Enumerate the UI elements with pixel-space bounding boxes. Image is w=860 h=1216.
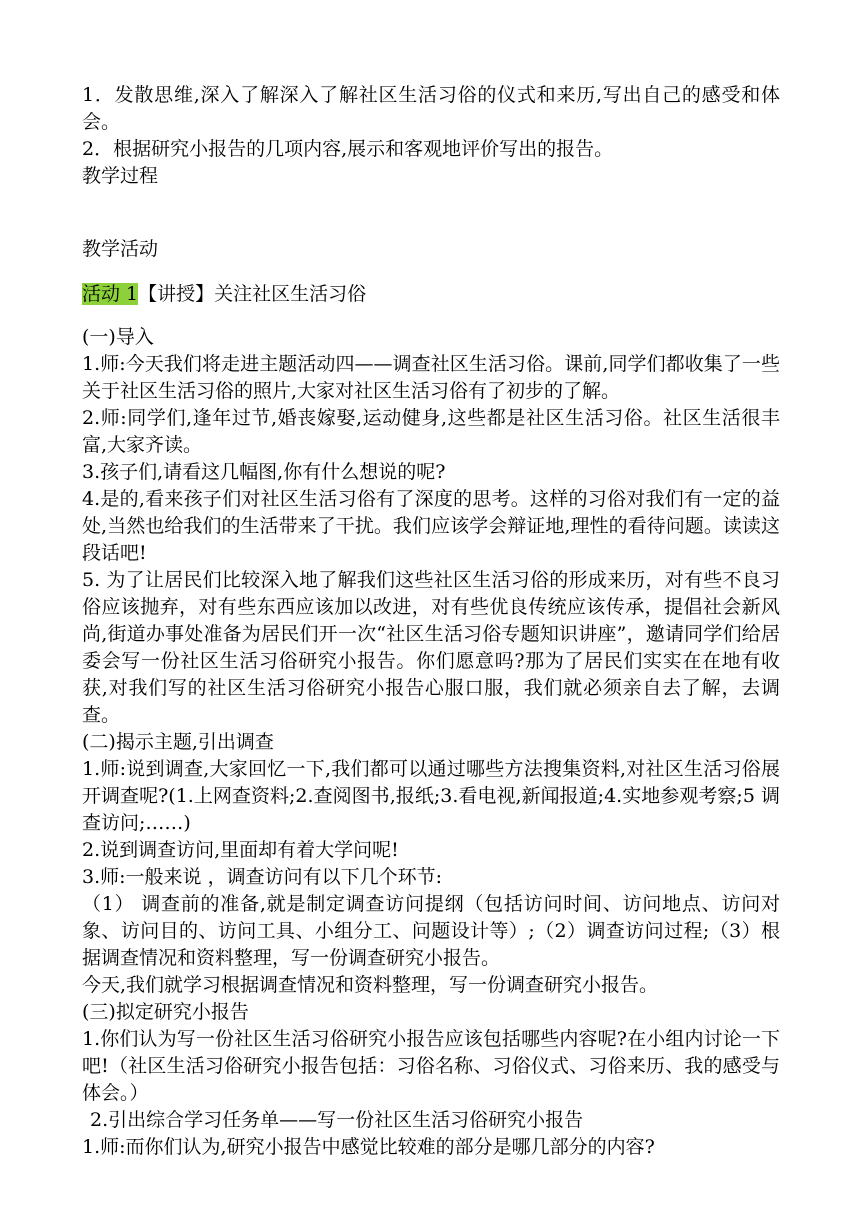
section-3-para-3: 1.师:而你们认为,研究小报告中感觉比较难的部分是哪几部分的内容? <box>82 1136 655 1158</box>
section-1-para-3: 3.孩子们,请看这几幅图,你有什么想说的呢? <box>82 461 446 483</box>
document-page <box>82 82 780 1161</box>
activity-title: 【讲授】关注社区生活习俗 <box>138 283 367 305</box>
section-2-para-1: 1.师:说到调查,大家回忆一下,我们都可以通过哪些方法搜集资料,对社区生活习俗展开调查呢?(1.上网查资料;2.查阅图书,报纸;3.看电视,新闻报道;4.实地参观考察;5 调查访问;……) <box>82 758 780 834</box>
section-2-para-5: 今天,我们就学习根据调查情况和资料整理，写一份调查研究小报告。 <box>82 974 659 996</box>
activities-title: 教学活动 <box>82 238 159 260</box>
section-title-1: (一)导入 <box>82 326 154 348</box>
section-title-2: (二)揭示主题,引出调查 <box>82 731 274 753</box>
goal-1: 1．发散思维,深入了解深入了解社区生活习俗的仪式和来历,写出自己的感受和体会。 <box>82 84 780 133</box>
section-3-para-1: 1.你们认为写一份社区生活习俗研究小报告应该包括哪些内容呢?在小组内讨论一下吧!（社区生活习俗研究小报告包括：习俗名称、习俗仪式、习俗来历、我的感受与体会。） <box>82 1028 780 1104</box>
section-2-para-3: 3.师:一般来说 ，调查访问有以下几个环节: <box>82 866 442 888</box>
process-title: 教学过程 <box>82 165 159 187</box>
section-1-para-2: 2.师:同学们,逢年过节,婚丧嫁娶,运动健身,这些都是社区生活习俗。社区生活很丰富,大家齐读。 <box>82 407 780 456</box>
section-2-para-2: 2.说到调查访问,里面却有着大学问呢! <box>82 839 399 861</box>
activity-tag: 活动 1 <box>82 283 139 305</box>
section-title-3: (三)拟定研究小报告 <box>82 1001 249 1023</box>
section-1-para-4: 4.是的,看来孩子们对社区生活习俗有了深度的思考。这样的习俗对我们有一定的益处,当然也给我们的生活带来了干扰。我们应该学会辩证地,理性的看待问题。读读这段话吧! <box>82 488 780 564</box>
section-3-para-2: 2.引出综合学习任务单——写一份社区生活习俗研究小报告 <box>90 1109 584 1131</box>
section-2-para-4: （1） 调查前的准备,就是制定调查访问提纲（包括访问时间、访问地点、访问对象、访问目的、访问工具、小组分工、问题设计等）;（2）调查访问过程;（3）根据调查情况和资料整理，写一份调查研究小报告。 <box>82 893 780 969</box>
section-1-para-1: 1.师:今天我们将走进主题活动四——调查社区生活习俗。课前,同学们都收集了一些关于社区生活习俗的照片,大家对社区生活习俗有了初步的了解。 <box>82 353 780 402</box>
activity-heading <box>82 281 780 308</box>
section-1-para-5: 5. 为了让居民们比较深入地了解我们这些社区生活习俗的形成来历，对有些不良习俗应该抛弃，对有些东西应该加以改进，对有些优良传统应该传承，提倡社会新风尚,街道办事处准备为居民们开一次“社区生活习俗专题知识讲座”，邀请同学们给居委会写一份社区生活习俗研究小报告。你们愿意吗?那为了居民们实实在在地有收获,对我们写的社区生活习俗研究小报告心服口服，我们就必须亲自去了解，去调查。 <box>82 569 780 726</box>
goal-2: 2．根据研究小报告的几项内容,展示和客观地评价写出的报告。 <box>82 138 614 160</box>
